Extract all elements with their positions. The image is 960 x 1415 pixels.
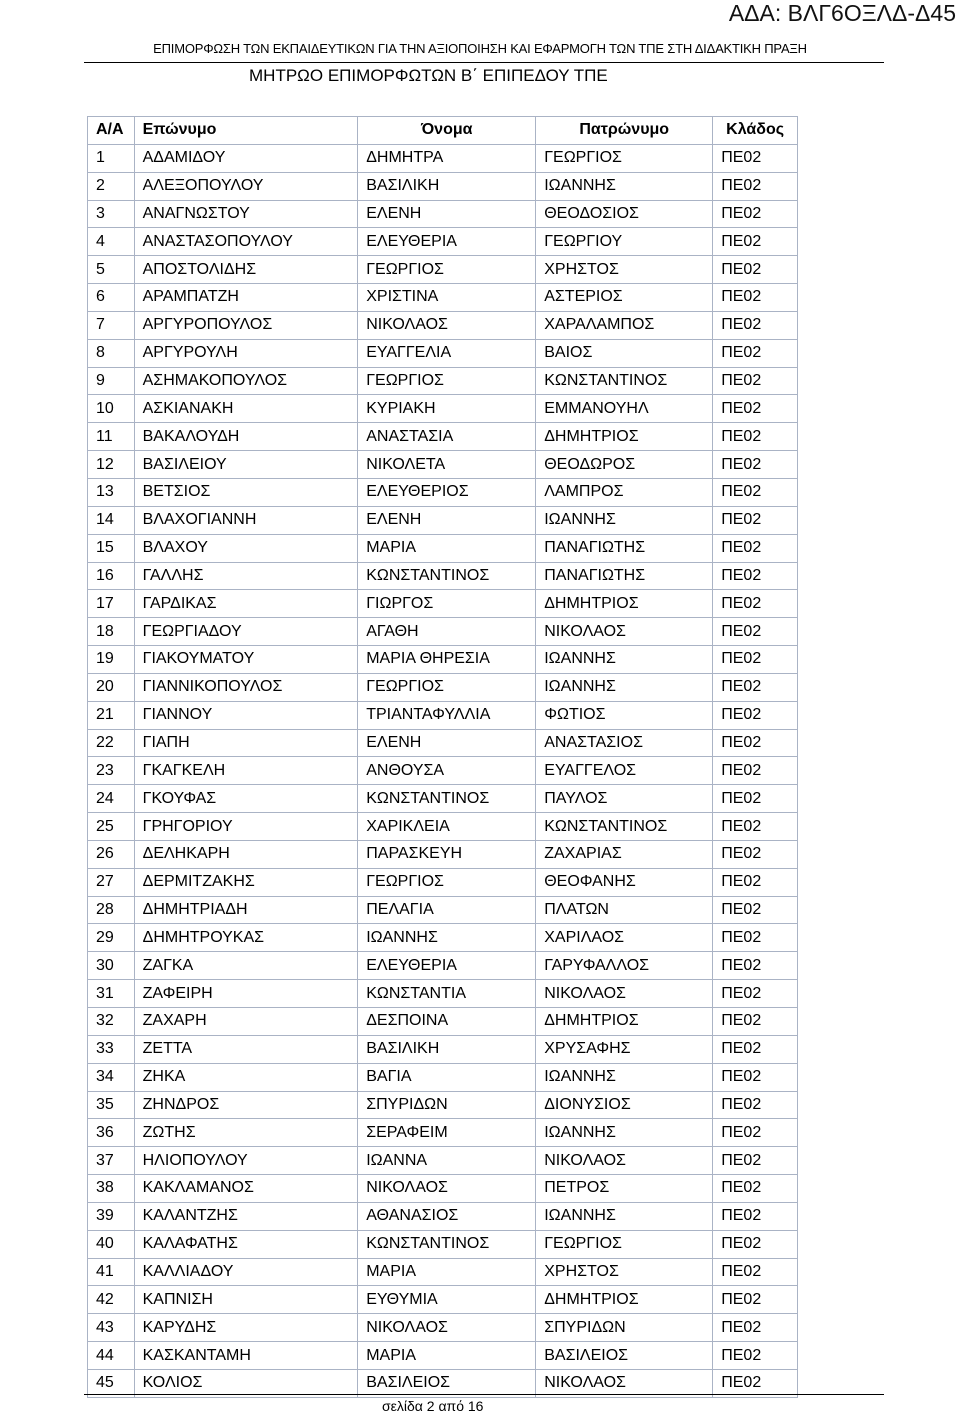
cell-branch: ΠΕ02 [713, 1342, 798, 1370]
cell-aa: 40 [88, 1230, 135, 1258]
table-row [88, 256, 798, 284]
cell-fathername: ΕΥΑΓΓΕΛΟΣ [536, 757, 713, 785]
cell-aa: 36 [88, 1119, 135, 1147]
cell-surname: ΒΕΤΣΙΟΣ [134, 478, 358, 506]
cell-branch: ΠΕ02 [713, 339, 798, 367]
cell-branch: ΠΕ02 [713, 757, 798, 785]
cell-name: ΜΑΡΙΑ [358, 1342, 536, 1370]
cell-surname: ΓΙΑΝΝΟΥ [134, 701, 358, 729]
cell-name: ΓΙΩΡΓΟΣ [358, 590, 536, 618]
cell-aa: 26 [88, 840, 135, 868]
table-row [88, 813, 798, 841]
cell-fathername: ΙΩΑΝΝΗΣ [536, 673, 713, 701]
table-row [88, 144, 798, 172]
cell-fathername: ΧΡΥΣΑΦΗΣ [536, 1035, 713, 1063]
cell-branch: ΠΕ02 [713, 1008, 798, 1036]
cell-surname: ΖΕΤΤΑ [134, 1035, 358, 1063]
cell-branch: ΠΕ02 [713, 868, 798, 896]
cell-fathername: ΣΠΥΡΙΔΩΝ [536, 1314, 713, 1342]
cell-branch: ΠΕ02 [713, 534, 798, 562]
table-row [88, 451, 798, 479]
cell-branch: ΠΕ02 [713, 980, 798, 1008]
cell-aa: 11 [88, 423, 135, 451]
table-row [88, 952, 798, 980]
cell-aa: 38 [88, 1175, 135, 1203]
cell-fathername: ΓΕΩΡΓΙΟΥ [536, 228, 713, 256]
cell-surname: ΒΛΑΧΟΥ [134, 534, 358, 562]
table-row [88, 506, 798, 534]
table-row [88, 1202, 798, 1230]
cell-surname: ΔΕΡΜΙΤΖΑΚΗΣ [134, 868, 358, 896]
table-row [88, 1286, 798, 1314]
cell-aa: 20 [88, 673, 135, 701]
cell-fathername: ΑΝΑΣΤΑΣΙΟΣ [536, 729, 713, 757]
cell-aa: 10 [88, 395, 135, 423]
cell-aa: 5 [88, 256, 135, 284]
cell-surname: ΓΕΩΡΓΙΑΔΟΥ [134, 618, 358, 646]
cell-surname: ΓΚΟΥΦΑΣ [134, 785, 358, 813]
column-header-fathername: Πατρώνυμο [536, 117, 713, 145]
cell-fathername: ΓΕΩΡΓΙΟΣ [536, 1230, 713, 1258]
cell-aa: 16 [88, 562, 135, 590]
document-subtitle: ΕΠΙΜΟΡΦΩΣΗ ΤΩΝ ΕΚΠΑΙΔΕΥΤΙΚΩΝ ΓΙΑ ΤΗΝ ΑΞΙΟΠΟΙΗΣΗ ΚΑΙ ΕΦΑΡΜΟΓΗ ΤΩΝ ΤΠΕ ΣΤΗ ΔΙΔΑΚΤΙΚΗ ΠΡΑΞΗ [153, 41, 807, 56]
cell-name: ΒΑΣΙΛΙΚΗ [358, 172, 536, 200]
cell-fathername: ΔΗΜΗΤΡΙΟΣ [536, 1286, 713, 1314]
cell-branch: ΠΕ02 [713, 256, 798, 284]
table-row [88, 1147, 798, 1175]
column-header-branch: Κλάδος [713, 117, 798, 145]
cell-fathername: ΙΩΑΝΝΗΣ [536, 646, 713, 674]
cell-branch: ΠΕ02 [713, 228, 798, 256]
cell-branch: ΠΕ02 [713, 284, 798, 312]
cell-name: ΓΕΩΡΓΙΟΣ [358, 256, 536, 284]
cell-name: ΝΙΚΟΛΑΟΣ [358, 1175, 536, 1203]
table-row [88, 785, 798, 813]
cell-surname: ΖΑΓΚΑ [134, 952, 358, 980]
table-row [88, 284, 798, 312]
cell-branch: ΠΕ02 [713, 924, 798, 952]
cell-name: ΑΓΑΘΗ [358, 618, 536, 646]
registry-title: ΜΗΤΡΩΟ ΕΠΙΜΟΡΦΩΤΩΝ Β΄ ΕΠΙΠΕΔΟΥ ΤΠΕ [249, 66, 608, 85]
table-row [88, 701, 798, 729]
cell-fathername: ΙΩΑΝΝΗΣ [536, 1202, 713, 1230]
table-row [88, 1258, 798, 1286]
cell-name: ΕΛΕΥΘΕΡΙΑ [358, 228, 536, 256]
cell-name: ΓΕΩΡΓΙΟΣ [358, 367, 536, 395]
cell-fathername: ΧΡΗΣΤΟΣ [536, 256, 713, 284]
cell-name: ΔΕΣΠΟΙΝΑ [358, 1008, 536, 1036]
table-row [88, 1230, 798, 1258]
cell-aa: 9 [88, 367, 135, 395]
cell-branch: ΠΕ02 [713, 367, 798, 395]
cell-branch: ΠΕ02 [713, 1035, 798, 1063]
cell-fathername: ΦΩΤΙΟΣ [536, 701, 713, 729]
cell-name: ΕΛΕΝΗ [358, 506, 536, 534]
cell-branch: ΠΕ02 [713, 813, 798, 841]
cell-name: ΑΝΑΣΤΑΣΙΑ [358, 423, 536, 451]
table-row [88, 924, 798, 952]
cell-name: ΕΛΕΥΘΕΡΙΟΣ [358, 478, 536, 506]
cell-fathername: ΔΗΜΗΤΡΙΟΣ [536, 590, 713, 618]
cell-branch: ΠΕ02 [713, 590, 798, 618]
cell-surname: ΑΝΑΓΝΩΣΤΟΥ [134, 200, 358, 228]
cell-branch: ΠΕ02 [713, 1119, 798, 1147]
cell-aa: 13 [88, 478, 135, 506]
page-number: σελίδα 2 από 16 [382, 1398, 484, 1414]
cell-branch: ΠΕ02 [713, 1147, 798, 1175]
cell-name: ΕΛΕΝΗ [358, 729, 536, 757]
table-row [88, 980, 798, 1008]
cell-fathername: ΑΣΤΕΡΙΟΣ [536, 284, 713, 312]
ada-code: ΑΔΑ: ΒΛΓ6ΟΞΛΔ-Δ45 [728, 0, 956, 26]
cell-surname: ΖΑΧΑΡΗ [134, 1008, 358, 1036]
cell-name: ΣΕΡΑΦΕΙΜ [358, 1119, 536, 1147]
cell-branch: ΠΕ02 [713, 144, 798, 172]
cell-surname: ΖΩΤΗΣ [134, 1119, 358, 1147]
table-header-row [88, 117, 798, 145]
cell-fathername: ΠΑΝΑΓΙΩΤΗΣ [536, 534, 713, 562]
cell-fathername: ΓΕΩΡΓΙΟΣ [536, 144, 713, 172]
cell-name: ΝΙΚΟΛΑΟΣ [358, 311, 536, 339]
cell-surname: ΓΙΑΝΝΙΚΟΠΟΥΛΟΣ [134, 673, 358, 701]
cell-aa: 25 [88, 813, 135, 841]
cell-fathername: ΠΛΑΤΩΝ [536, 896, 713, 924]
cell-surname: ΔΕΛΗΚΑΡΗ [134, 840, 358, 868]
cell-branch: ΠΕ02 [713, 451, 798, 479]
cell-fathername: ΚΩΝΣΤΑΝΤΙΝΟΣ [536, 367, 713, 395]
cell-surname: ΗΛΙΟΠΟΥΛΟΥ [134, 1147, 358, 1175]
table-row [88, 339, 798, 367]
cell-fathername: ΘΕΟΔΩΡΟΣ [536, 451, 713, 479]
cell-name: ΙΩΑΝΝΑ [358, 1147, 536, 1175]
table-row [88, 1008, 798, 1036]
cell-name: ΝΙΚΟΛΑΟΣ [358, 1314, 536, 1342]
cell-fathername: ΠΑΝΑΓΙΩΤΗΣ [536, 562, 713, 590]
cell-branch: ΠΕ02 [713, 1175, 798, 1203]
cell-aa: 15 [88, 534, 135, 562]
cell-name: ΔΗΜΗΤΡΑ [358, 144, 536, 172]
cell-name: ΜΑΡΙΑ [358, 1258, 536, 1286]
cell-surname: ΓΚΑΓΚΕΛΗ [134, 757, 358, 785]
cell-fathername: ΛΑΜΠΡΟΣ [536, 478, 713, 506]
cell-branch: ΠΕ02 [713, 618, 798, 646]
cell-aa: 37 [88, 1147, 135, 1175]
cell-aa: 24 [88, 785, 135, 813]
cell-branch: ΠΕ02 [713, 785, 798, 813]
cell-aa: 23 [88, 757, 135, 785]
cell-fathername: ΓΑΡΥΦΑΛΛΟΣ [536, 952, 713, 980]
cell-name: ΧΡΙΣΤΙΝΑ [358, 284, 536, 312]
cell-name: ΠΕΛΑΓΙΑ [358, 896, 536, 924]
cell-aa: 4 [88, 228, 135, 256]
cell-branch: ΠΕ02 [713, 1314, 798, 1342]
cell-aa: 19 [88, 646, 135, 674]
cell-aa: 3 [88, 200, 135, 228]
table-row [88, 1063, 798, 1091]
cell-branch: ΠΕ02 [713, 952, 798, 980]
cell-fathername: ΠΑΥΛΟΣ [536, 785, 713, 813]
cell-aa: 39 [88, 1202, 135, 1230]
cell-aa: 42 [88, 1286, 135, 1314]
table-row [88, 562, 798, 590]
column-header-name: Όνομα [358, 117, 536, 145]
cell-branch: ΠΕ02 [713, 1258, 798, 1286]
column-header-surname: Επώνυμο [134, 117, 358, 145]
cell-name: ΚΩΝΣΤΑΝΤΙΑ [358, 980, 536, 1008]
cell-surname: ΒΑΣΙΛΕΙΟΥ [134, 451, 358, 479]
cell-name: ΑΘΑΝΑΣΙΟΣ [358, 1202, 536, 1230]
cell-aa: 17 [88, 590, 135, 618]
cell-aa: 45 [88, 1369, 135, 1397]
cell-fathername: ΚΩΝΣΤΑΝΤΙΝΟΣ [536, 813, 713, 841]
table-row [88, 673, 798, 701]
cell-surname: ΑΔΑΜΙΔΟΥ [134, 144, 358, 172]
cell-name: ΚΩΝΣΤΑΝΤΙΝΟΣ [358, 1230, 536, 1258]
cell-branch: ΠΕ02 [713, 1286, 798, 1314]
table-row [88, 868, 798, 896]
cell-fathername: ΧΡΗΣΤΟΣ [536, 1258, 713, 1286]
cell-name: ΚΩΝΣΤΑΝΤΙΝΟΣ [358, 785, 536, 813]
cell-branch: ΠΕ02 [713, 311, 798, 339]
cell-branch: ΠΕ02 [713, 729, 798, 757]
cell-branch: ΠΕ02 [713, 1202, 798, 1230]
cell-name: ΕΛΕΝΗ [358, 200, 536, 228]
cell-fathername: ΘΕΟΦΑΝΗΣ [536, 868, 713, 896]
cell-surname: ΒΑΚΑΛΟΥΔΗ [134, 423, 358, 451]
cell-fathername: ΔΗΜΗΤΡΙΟΣ [536, 1008, 713, 1036]
cell-surname: ΚΟΛΙΟΣ [134, 1369, 358, 1397]
cell-fathername: ΧΑΡΑΛΑΜΠΟΣ [536, 311, 713, 339]
cell-branch: ΠΕ02 [713, 840, 798, 868]
cell-fathername: ΝΙΚΟΛΑΟΣ [536, 980, 713, 1008]
cell-surname: ΑΠΟΣΤΟΛΙΔΗΣ [134, 256, 358, 284]
cell-name: ΠΑΡΑΣΚΕΥΗ [358, 840, 536, 868]
cell-aa: 6 [88, 284, 135, 312]
cell-surname: ΚΑΛΑΝΤΖΗΣ [134, 1202, 358, 1230]
cell-fathername: ΝΙΚΟΛΑΟΣ [536, 1147, 713, 1175]
cell-branch: ΠΕ02 [713, 172, 798, 200]
cell-aa: 30 [88, 952, 135, 980]
cell-name: ΒΑΣΙΛΙΚΗ [358, 1035, 536, 1063]
cell-name: ΒΑΣΙΛΕΙΟΣ [358, 1369, 536, 1397]
table-row [88, 840, 798, 868]
table-row [88, 200, 798, 228]
cell-name: ΕΛΕΥΘΕΡΙΑ [358, 952, 536, 980]
cell-fathername: ΕΜΜΑΝΟΥΗΛ [536, 395, 713, 423]
cell-aa: 22 [88, 729, 135, 757]
cell-fathername: ΒΑΙΟΣ [536, 339, 713, 367]
cell-aa: 41 [88, 1258, 135, 1286]
cell-branch: ΠΕ02 [713, 1369, 798, 1397]
header-divider [84, 62, 884, 63]
cell-name: ΧΑΡΙΚΛΕΙΑ [358, 813, 536, 841]
column-header-aa: Α/Α [88, 117, 135, 145]
table-row [88, 478, 798, 506]
cell-aa: 43 [88, 1314, 135, 1342]
cell-surname: ΖΑΦΕΙΡΗ [134, 980, 358, 1008]
cell-fathername: ΠΕΤΡΟΣ [536, 1175, 713, 1203]
cell-aa: 28 [88, 896, 135, 924]
cell-surname: ΔΗΜΗΤΡΙΑΔΗ [134, 896, 358, 924]
cell-surname: ΑΣΚΙΑΝΑΚΗ [134, 395, 358, 423]
cell-name: ΓΕΩΡΓΙΟΣ [358, 868, 536, 896]
cell-surname: ΑΡΑΜΠΑΤΖΗ [134, 284, 358, 312]
cell-name: ΕΥΘΥΜΙΑ [358, 1286, 536, 1314]
cell-surname: ΑΝΑΣΤΑΣΟΠΟΥΛΟΥ [134, 228, 358, 256]
table-row [88, 1035, 798, 1063]
table-row [88, 646, 798, 674]
cell-surname: ΚΑΛΑΦΑΤΗΣ [134, 1230, 358, 1258]
cell-name: ΚΩΝΣΤΑΝΤΙΝΟΣ [358, 562, 536, 590]
cell-aa: 1 [88, 144, 135, 172]
cell-surname: ΔΗΜΗΤΡΟΥΚΑΣ [134, 924, 358, 952]
cell-aa: 32 [88, 1008, 135, 1036]
table-row [88, 395, 798, 423]
cell-name: ΙΩΑΝΝΗΣ [358, 924, 536, 952]
cell-aa: 44 [88, 1342, 135, 1370]
cell-name: ΑΝΘΟΥΣΑ [358, 757, 536, 785]
cell-fathername: ΙΩΑΝΝΗΣ [536, 1119, 713, 1147]
cell-fathername: ΙΩΑΝΝΗΣ [536, 506, 713, 534]
cell-surname: ΚΑΚΛΑΜΑΝΟΣ [134, 1175, 358, 1203]
table-row [88, 896, 798, 924]
table-row [88, 1342, 798, 1370]
cell-surname: ΚΑΠΝΙΣΗ [134, 1286, 358, 1314]
cell-branch: ΠΕ02 [713, 562, 798, 590]
cell-aa: 34 [88, 1063, 135, 1091]
cell-name: ΓΕΩΡΓΙΟΣ [358, 673, 536, 701]
cell-aa: 27 [88, 868, 135, 896]
table-row [88, 534, 798, 562]
cell-name: ΒΑΓΙΑ [358, 1063, 536, 1091]
cell-name: ΜΑΡΙΑ [358, 534, 536, 562]
cell-fathername: ΒΑΣΙΛΕΙΟΣ [536, 1342, 713, 1370]
table-row [88, 1175, 798, 1203]
table-row [88, 729, 798, 757]
cell-name: ΕΥΑΓΓΕΛΙΑ [358, 339, 536, 367]
cell-branch: ΠΕ02 [713, 395, 798, 423]
cell-surname: ΑΣΗΜΑΚΟΠΟΥΛΟΣ [134, 367, 358, 395]
table-row [88, 367, 798, 395]
cell-fathername: ΧΑΡΙΛΑΟΣ [536, 924, 713, 952]
cell-branch: ΠΕ02 [713, 701, 798, 729]
cell-fathername: ΙΩΑΝΝΗΣ [536, 1063, 713, 1091]
table-row [88, 228, 798, 256]
table-row [88, 590, 798, 618]
cell-name: ΤΡΙΑΝΤΑΦΥΛΛΙΑ [358, 701, 536, 729]
cell-surname: ΓΑΡΔΙΚΑΣ [134, 590, 358, 618]
cell-surname: ΑΛΕΞΟΠΟΥΛΟΥ [134, 172, 358, 200]
cell-fathername: ΔΗΜΗΤΡΙΟΣ [536, 423, 713, 451]
cell-branch: ΠΕ02 [713, 506, 798, 534]
cell-surname: ΓΙΑΚΟΥΜΑΤΟΥ [134, 646, 358, 674]
cell-aa: 29 [88, 924, 135, 952]
table-row [88, 757, 798, 785]
cell-fathername: ΘΕΟΔΟΣΙΟΣ [536, 200, 713, 228]
table-row [88, 1091, 798, 1119]
cell-fathername: ΝΙΚΟΛΑΟΣ [536, 618, 713, 646]
cell-aa: 21 [88, 701, 135, 729]
cell-aa: 31 [88, 980, 135, 1008]
cell-aa: 8 [88, 339, 135, 367]
cell-aa: 35 [88, 1091, 135, 1119]
cell-branch: ΠΕ02 [713, 1091, 798, 1119]
cell-aa: 18 [88, 618, 135, 646]
table-row [88, 618, 798, 646]
table-row [88, 423, 798, 451]
cell-branch: ΠΕ02 [713, 1230, 798, 1258]
cell-surname: ΚΑΣΚΑΝΤΑΜΗ [134, 1342, 358, 1370]
cell-name: ΣΠΥΡΙΔΩΝ [358, 1091, 536, 1119]
cell-aa: 2 [88, 172, 135, 200]
cell-surname: ΑΡΓΥΡΟΠΟΥΛΟΣ [134, 311, 358, 339]
cell-aa: 14 [88, 506, 135, 534]
cell-branch: ΠΕ02 [713, 646, 798, 674]
table-row [88, 172, 798, 200]
cell-branch: ΠΕ02 [713, 478, 798, 506]
table-row [88, 311, 798, 339]
table-body [88, 144, 798, 1397]
cell-branch: ΠΕ02 [713, 200, 798, 228]
cell-branch: ΠΕ02 [713, 673, 798, 701]
cell-branch: ΠΕ02 [713, 896, 798, 924]
cell-aa: 7 [88, 311, 135, 339]
cell-aa: 12 [88, 451, 135, 479]
cell-aa: 33 [88, 1035, 135, 1063]
cell-name: ΜΑΡΙΑ ΘΗΡΕΣΙΑ [358, 646, 536, 674]
cell-fathername: ΖΑΧΑΡΙΑΣ [536, 840, 713, 868]
cell-fathername: ΝΙΚΟΛΑΟΣ [536, 1369, 713, 1397]
cell-name: ΚΥΡΙΑΚΗ [358, 395, 536, 423]
cell-surname: ΖΗΝΔΡΟΣ [134, 1091, 358, 1119]
footer-divider [84, 1394, 884, 1395]
cell-surname: ΑΡΓΥΡΟΥΛΗ [134, 339, 358, 367]
cell-surname: ΓΑΛΛΗΣ [134, 562, 358, 590]
cell-branch: ΠΕ02 [713, 1063, 798, 1091]
cell-fathername: ΔΙΟΝΥΣΙΟΣ [536, 1091, 713, 1119]
cell-surname: ΒΛΑΧΟΓΙΑΝΝΗ [134, 506, 358, 534]
cell-surname: ΖΗΚΑ [134, 1063, 358, 1091]
cell-name: ΝΙΚΟΛΕΤΑ [358, 451, 536, 479]
table-row [88, 1314, 798, 1342]
cell-fathername: ΙΩΑΝΝΗΣ [536, 172, 713, 200]
cell-surname: ΓΡΗΓΟΡΙΟΥ [134, 813, 358, 841]
cell-surname: ΓΙΑΠΗ [134, 729, 358, 757]
cell-branch: ΠΕ02 [713, 423, 798, 451]
registry-table [87, 116, 798, 1398]
cell-surname: ΚΑΛΛΙΑΔΟΥ [134, 1258, 358, 1286]
cell-surname: ΚΑΡΥΔΗΣ [134, 1314, 358, 1342]
table-row [88, 1119, 798, 1147]
